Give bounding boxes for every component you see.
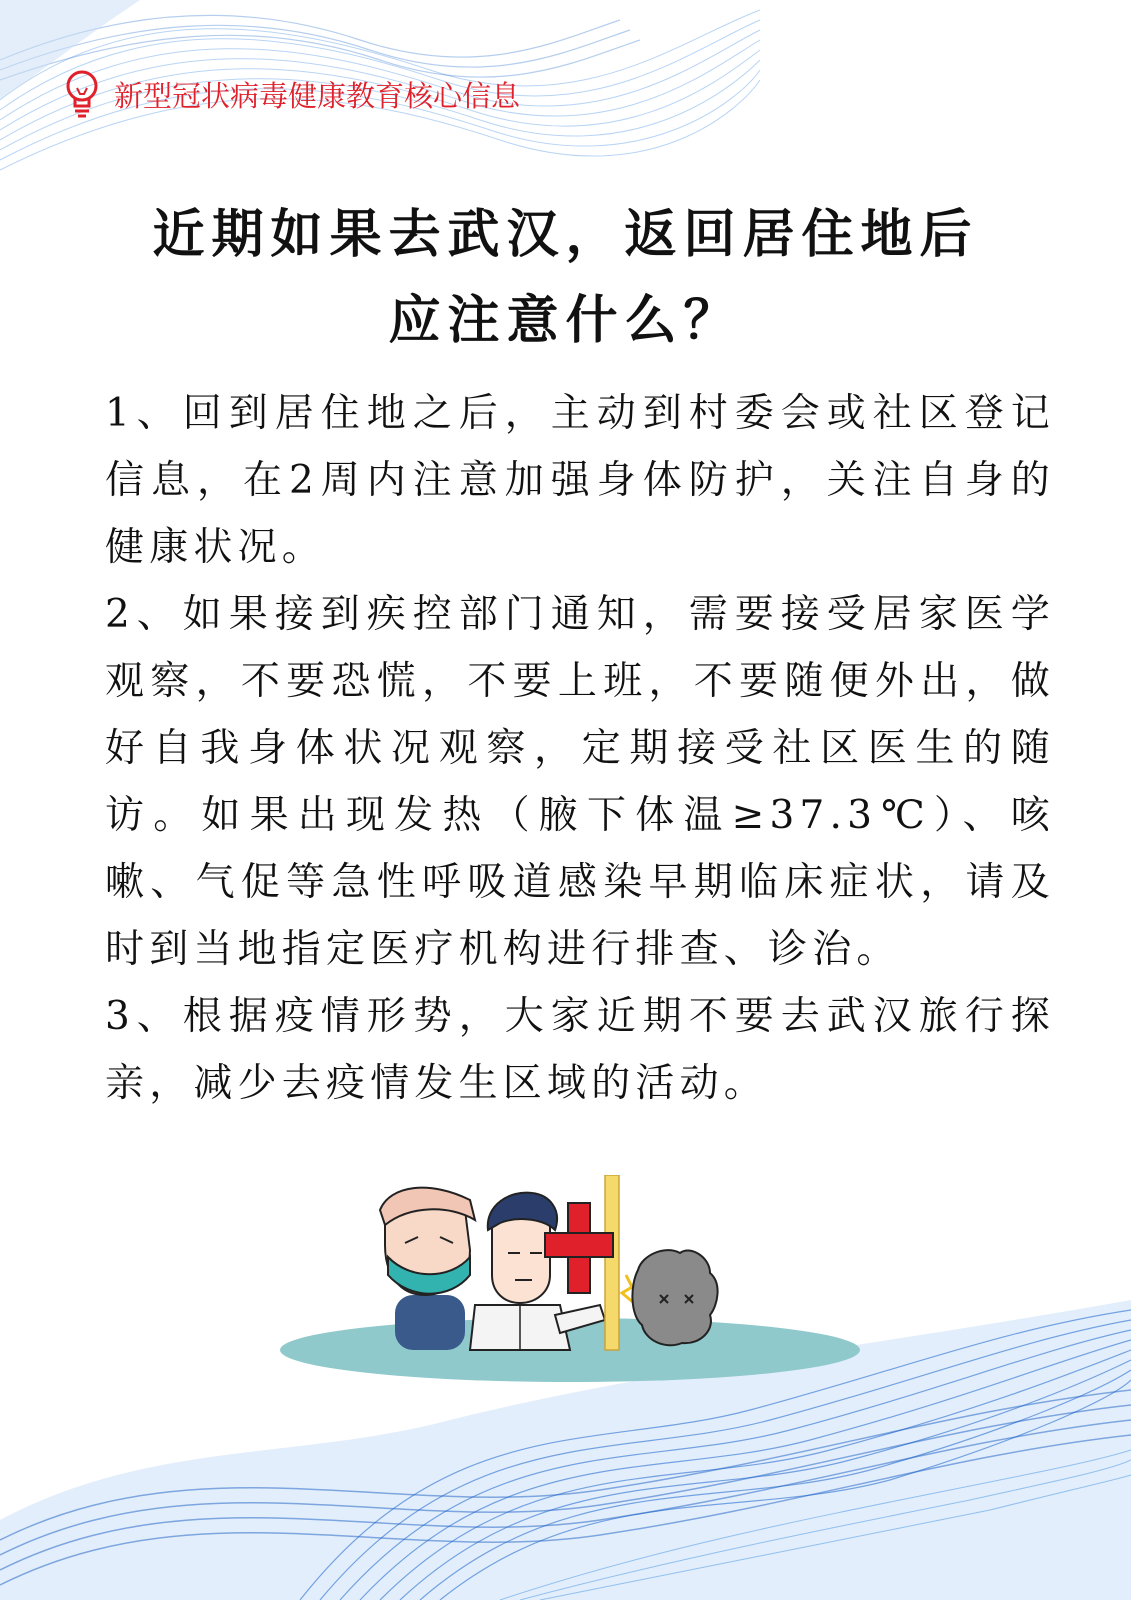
header-title: 新型冠状病毒健康教育核心信息 bbox=[114, 78, 521, 113]
paragraph-3: 3、根据疫情形势，大家近期不要去武汉旅行探亲，减少去疫情发生区域的活动。 bbox=[105, 994, 1055, 1106]
page-title-line-2: 应注意什么？ bbox=[388, 291, 743, 351]
virus-figure bbox=[632, 1250, 717, 1345]
body-text bbox=[105, 380, 1055, 1117]
page-title-line-1: 近期如果去武汉，返回居住地后 bbox=[152, 205, 979, 265]
header bbox=[60, 68, 520, 120]
doctor-blocking-virus-illustration bbox=[270, 1175, 870, 1390]
lightbulb-icon bbox=[60, 68, 104, 120]
paragraph-2: 2、如果接到疾控部门通知，需要接受居家医学观察，不要恐慌，不要上班，不要随便外出，做好自我身体状况观察，定期接受社区医生的随访。如果出现发热（腋下体温≥37.3℃）、咳嗽、气促等急性呼吸道感染早期临床症状，请及时到当地指定医疗机构进行排查、诊治。 bbox=[105, 592, 1055, 972]
paragraph-1: 1、回到居住地之后，主动到村委会或社区登记信息，在2周内注意加强身体防护，关注自身的健康状况。 bbox=[105, 391, 1055, 570]
